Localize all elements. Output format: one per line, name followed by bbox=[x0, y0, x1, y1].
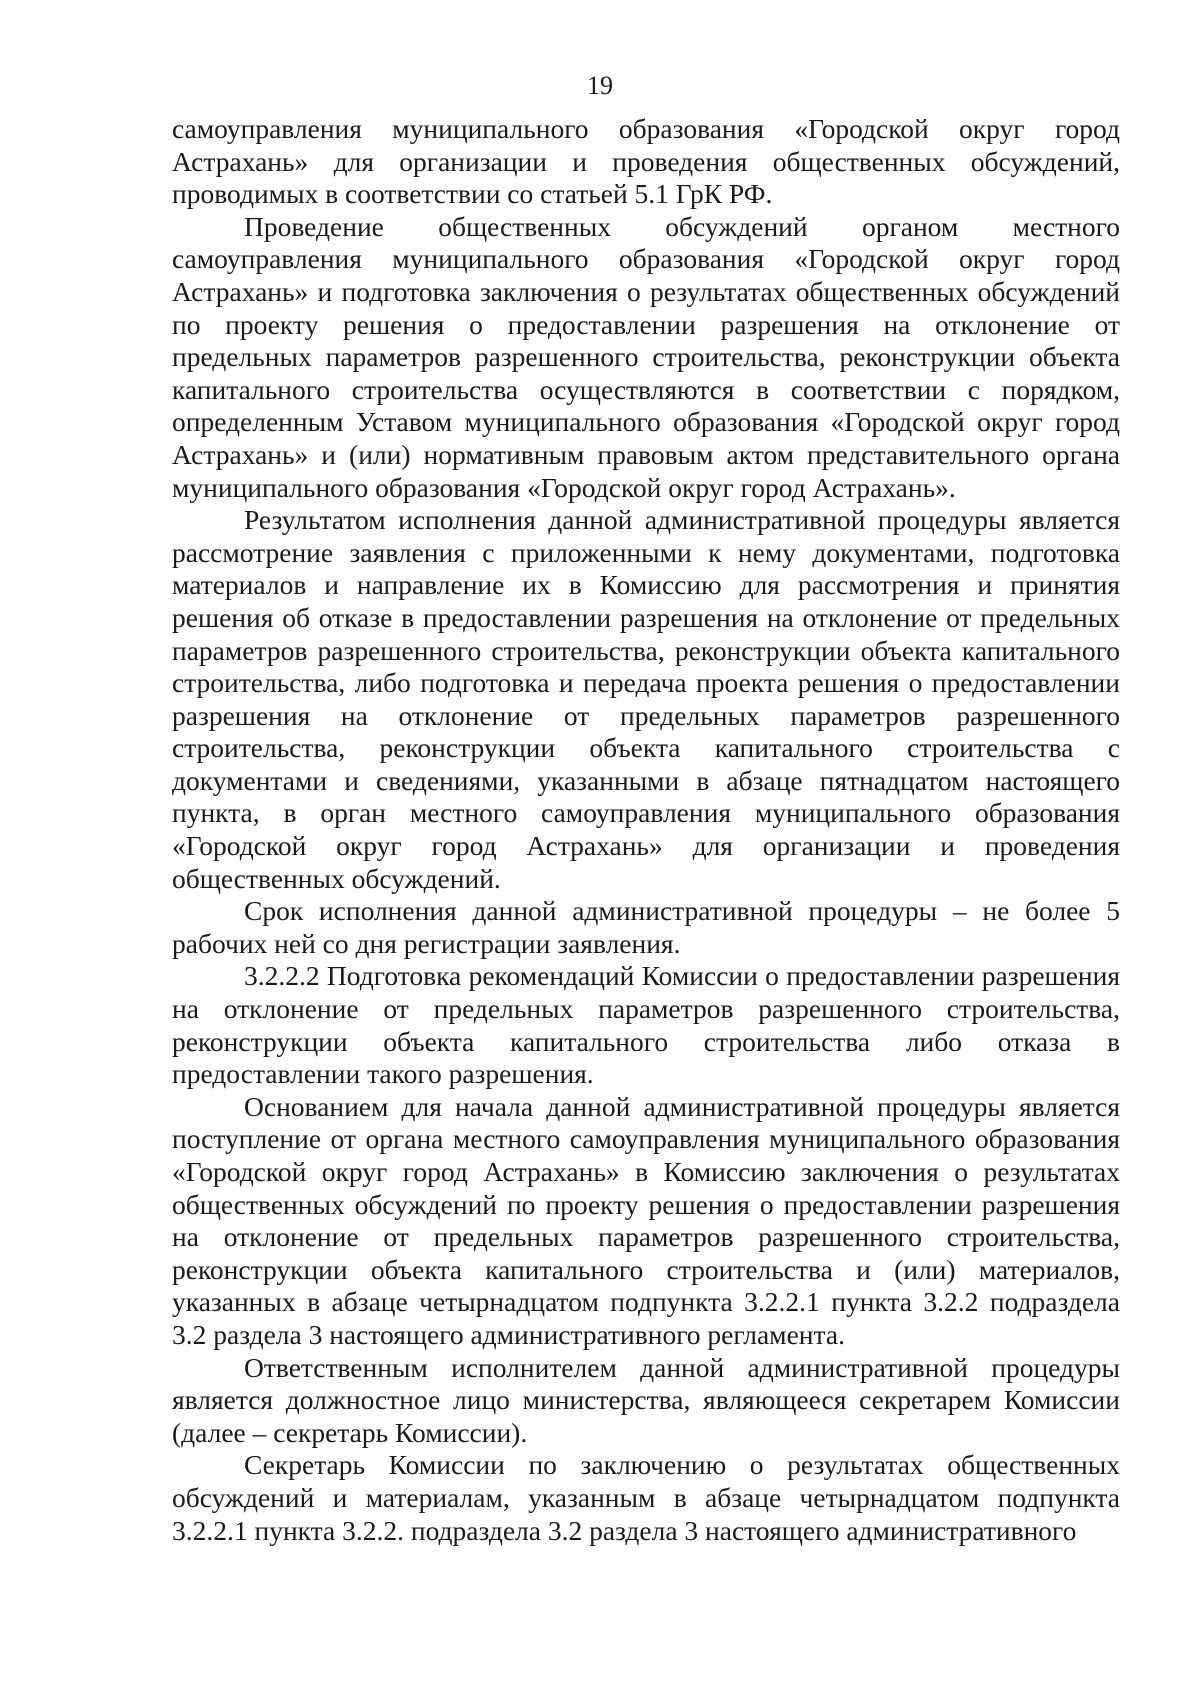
paragraph-1: самоуправления муниципального образования «Городской округ город Астрахань» для организации и проведения общественных обсуждений, проводимых в соответствии со статьей 5.1 ГрК РФ. bbox=[172, 113, 1120, 210]
document-body bbox=[172, 113, 1120, 1547]
paragraph-3: Результатом исполнения данной административной процедуры является рассмотрение заявления с приложенными к нему документами, подготовка материалов и направление их в Комиссию для рассмотрения и принятия решения об отказе в предоставлении разрешения на отклонение от предельных параметров разрешенного строительства, реконструкции объекта капитального строительства, либо подготовка и передача проекта решения о предоставлении разрешения на отклонение от предельных параметров разрешенного строительства, реконструкции объекта капитального строительства с документами и сведениями, указанными в абзаце пятнадцатом настоящего пункта, в орган местного самоуправления муниципального образования «Городской округ город Астрахань» для организации и проведения общественных обсуждений. bbox=[172, 504, 1120, 894]
paragraph-2: Проведение общественных обсуждений органом местного самоуправления муниципального образования «Городской округ город Астрахань» и подготовка заключения о результатах общественных обсуждений по проекту решения о предоставлении разрешения на отклонение от предельных параметров разрешенного строительства, реконструкции объекта капитального строительства осуществляются в соответствии с порядком, определенным Уставом муниципального образования «Городской округ город Астрахань» и (или) нормативным правовым актом представительного органа муниципального образования «Городской округ город Астрахань». bbox=[172, 210, 1120, 503]
paragraph-4: Срок исполнения данной административной процедуры – не более 5 рабочих ней со дня регистрации заявления. bbox=[172, 895, 1120, 959]
page-number: 19 bbox=[587, 71, 613, 100]
paragraph-8: Секретарь Комиссии по заключению о результатах общественных обсуждений и материалам, указанным в абзаце четырнадцатом подпункта 3.2.2.1 пункта 3.2.2. подраздела 3.2 раздела 3 настоящего административного bbox=[172, 1449, 1120, 1546]
paragraph-7: Ответственным исполнителем данной административной процедуры является должностное лицо министерства, являющееся секретарем Комиссии (далее – секретарь Комиссии). bbox=[172, 1351, 1120, 1448]
paragraph-5: 3.2.2.2 Подготовка рекомендаций Комиссии о предоставлении разрешения на отклонение от предельных параметров разрешенного строительства, реконструкции объекта капитального строительства либо отказа в предоставлении такого разрешения. bbox=[172, 960, 1120, 1090]
paragraph-6: Основанием для начала данной административной процедуры является поступление от органа местного самоуправления муниципального образования «Городской округ город Астрахань» в Комиссию заключения о результатах общественных обсуждений по проекту решения о предоставлении разрешения на отклонение от предельных параметров разрешенного строительства, реконструкции объекта капитального строительства и (или) материалов, указанных в абзаце четырнадцатом подпункта 3.2.2.1 пункта 3.2.2 подраздела 3.2 раздела 3 настоящего административного регламента. bbox=[172, 1090, 1120, 1350]
